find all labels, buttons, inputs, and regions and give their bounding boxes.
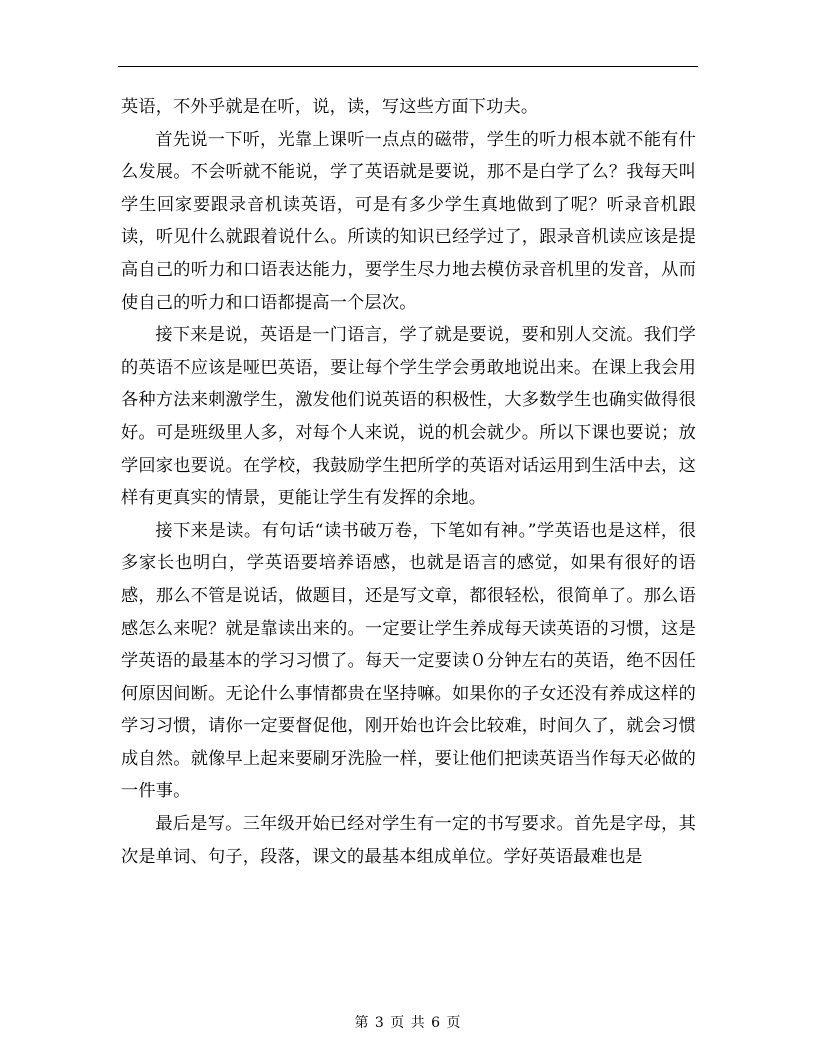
paragraph-2: 首先说一下听，光靠上课听一点点的磁带，学生的听力根本就不能有什么发展。不会听就不能说，学了英语就是要说，那不是白学了么？我每天叫学生回家要跟录音机读英语，可是有多少学生真地做到了呢？听录音机跟读，听见什么就跟着说什么。所读的知识已经学过了，跟录音机读应该是提高自己的听力和口语表达能力，要学生尽力地去模仿录音机里的发音，从而使自己的听力和口语都提高一个层次。	[121, 129, 696, 313]
document-body	[121, 91, 696, 873]
paragraph-3: 接下来是说，英语是一门语言，学了就是要说，要和别人交流。我们学的英语不应该是哑巴英语，要让每个学生学会勇敢地说出来。在课上我会用各种方法来刺激学生，激发他们说英语的积极性，大多数学生也确实做得很好。可是班级里人多，对每个人来说，说的机会就少。所以下课也要说；放学回家也要说。在学校，我鼓励学生把所学的英语对话运用到生活中去，这样有更真实的情景，更能让学生有发挥的余地。	[121, 325, 696, 509]
paragraph-4: 接下来是读。有句话“读书破万卷，下笔如有神。”学英语也是这样，很多家长也明白，学英语要培养语感，也就是语言的感觉，如果有很好的语感，那么不管是说话，做题目，还是写文章，都很轻松，很简单了。那么语感怎么来呢？就是靠读出来的。一定要让学生养成每天读英语的习惯，这是学英语的最基本的学习习惯了。每天一定要读０分钟左右的英语，绝不因任何原因间断。无论什么事情都贵在坚持嘛。如果你的子女还没有养成这样的学习习惯，请你一定要督促他，刚开始也许会比较难，时间久了，就会习惯成自然。就像早上起来要刷牙洗脸一样，要让他们把读英语当作每天必做的一件事。	[121, 520, 696, 802]
paragraph-5: 最后是写。三年级开始已经对学生有一定的书写要求。首先是字母，其次是单词、句子，段落，课文的最基本组成单位。学好英语最难也是	[121, 814, 696, 867]
paragraph-1: 英语，不外乎就是在听，说，读，写这些方面下功夫。	[121, 97, 539, 117]
header-rule	[118, 66, 698, 67]
page-number-footer: 第 3 页 共 6 页	[354, 1015, 462, 1031]
